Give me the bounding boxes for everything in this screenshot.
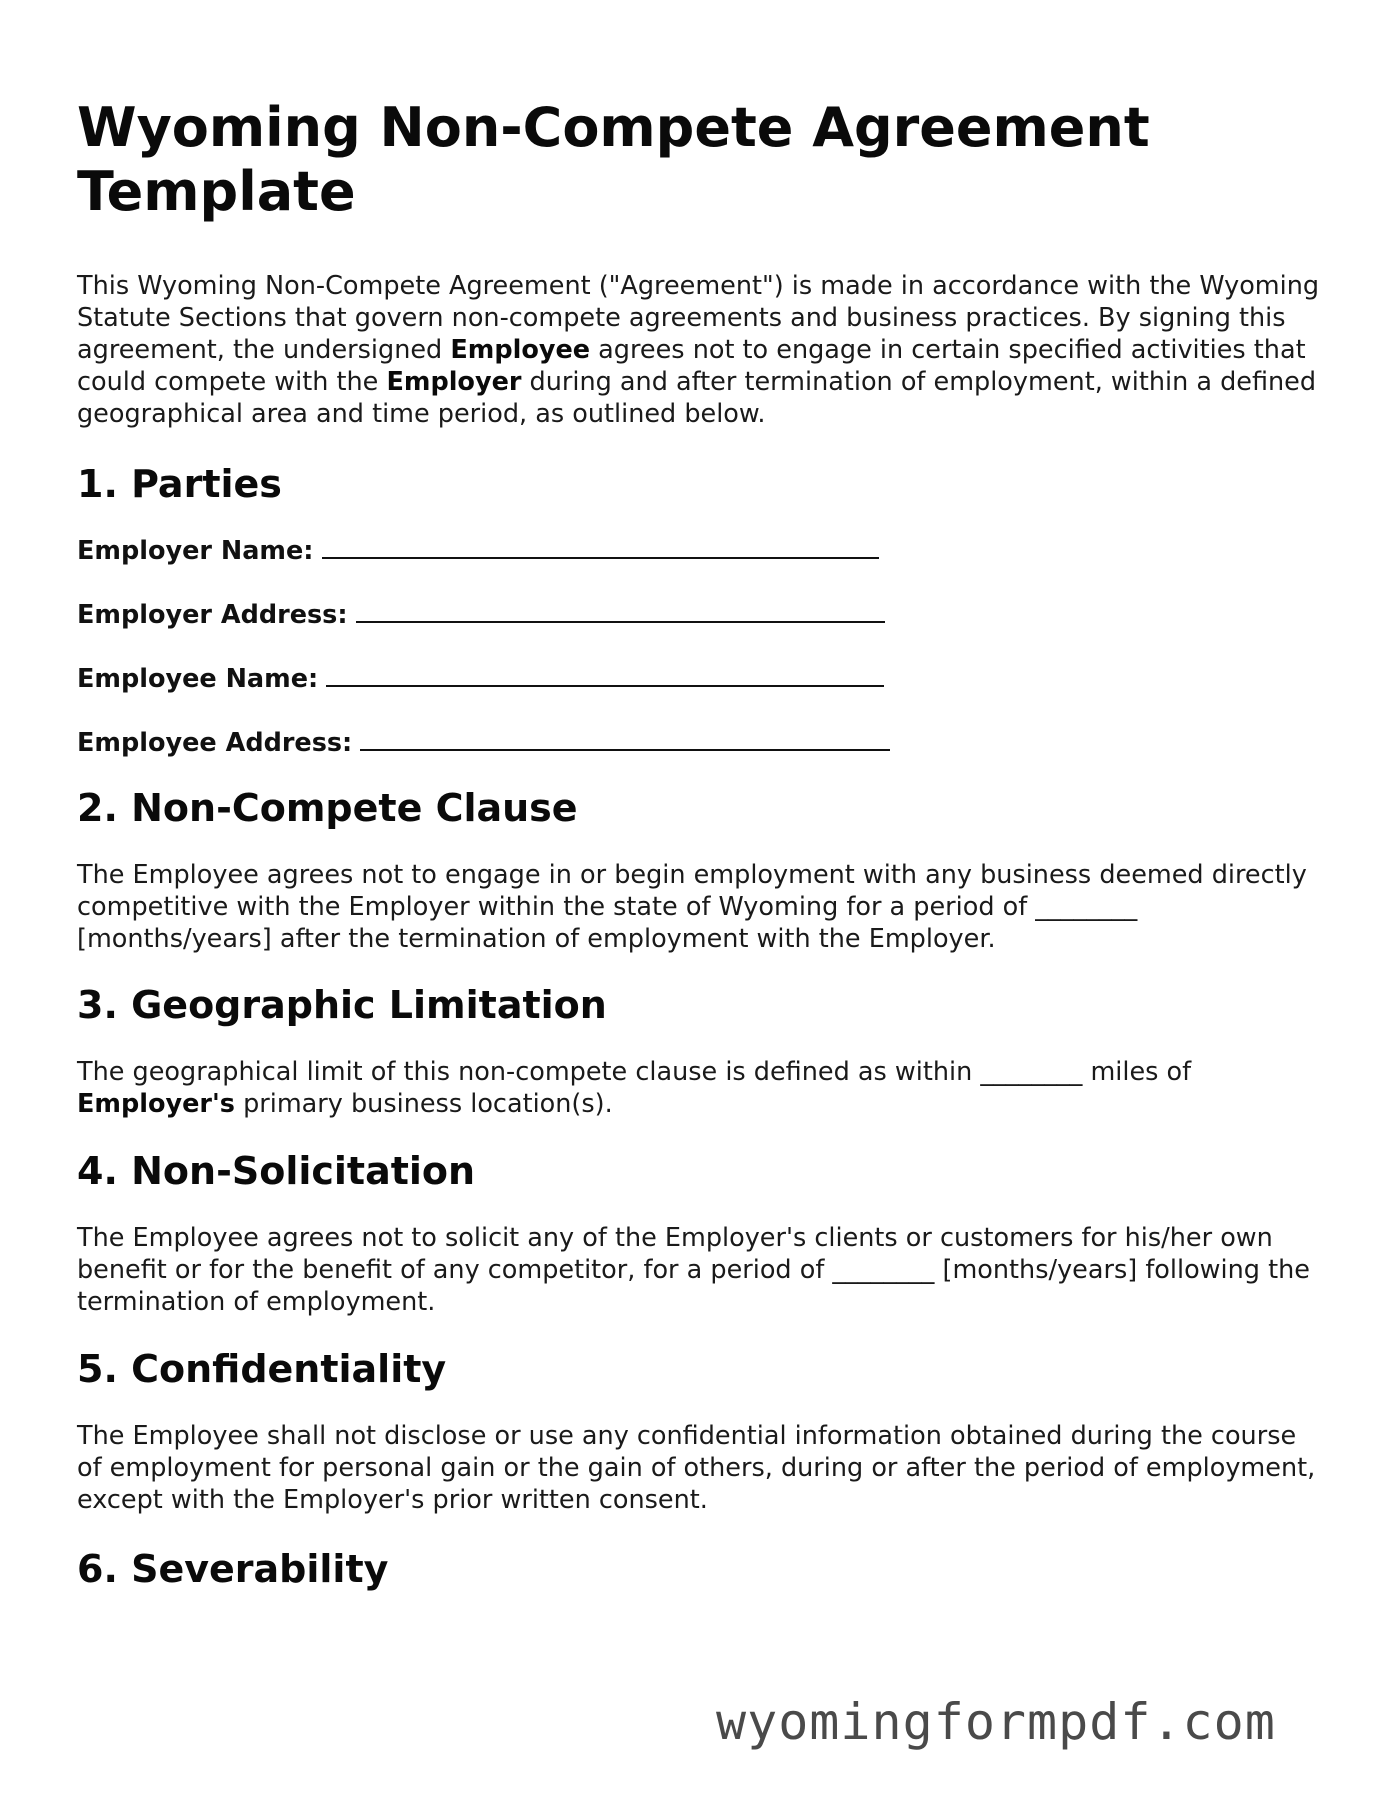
- section-heading-nonsolicitation: 4. Non-Solicitation: [77, 1149, 476, 1193]
- nonsolicitation-paragraph: The Employee agrees not to solicit any of the Employer's clients or customers for his/her own benefit or for the benefit of any competitor, for a period of ________ [months/years] following the termination of employment.: [77, 1223, 1310, 1317]
- noncompete-paragraph: The Employee agrees not to engage in or begin employment with any business deemed directly competitive with the Employer within the state of Wyoming for a period of ________ [months/years] after the termination of employment with the Employer.: [77, 860, 1307, 954]
- section-heading-geographic: 3. Geographic Limitation: [77, 983, 607, 1027]
- intro-bold-employer: Employer: [386, 367, 522, 397]
- section-heading-severability: 6. Severability: [77, 1547, 389, 1591]
- employer-address-label: Employer Address:: [77, 600, 348, 630]
- intro-text-1: This Wyoming Non-Compete Agreement ("Agreement") is made in accordance with the Wyoming Statute Sections that govern non-compete agreements and business practices. By signing this agreement, the undersigned: [77, 271, 1320, 365]
- geographic-text-2: primary business location(s).: [234, 1089, 613, 1119]
- employee-name-field[interactable]: [77, 659, 1327, 695]
- document-title: Wyoming Non-Compete Agreement Template: [77, 96, 1150, 223]
- employee-address-label: Employee Address:: [77, 728, 353, 758]
- employer-name-field[interactable]: [77, 531, 1327, 567]
- confidentiality-paragraph: The Employee shall not disclose or use any confidential information obtained during the course of employment for personal gain or the gain of others, during or after the period of employment, except with the Employer's prior written consent.: [77, 1421, 1316, 1515]
- section-heading-parties: 1. Parties: [77, 462, 282, 506]
- document-page: [77, 96, 1327, 1592]
- employer-name-blank[interactable]: [322, 531, 879, 559]
- employer-name-label: Employer Name:: [77, 536, 314, 566]
- geographic-bold-employer: Employer's: [77, 1089, 235, 1119]
- section-heading-confidentiality: 5. Confidentiality: [77, 1347, 447, 1391]
- employee-name-label: Employee Name:: [77, 664, 319, 694]
- site-watermark: wyomingformpdf.com: [716, 1693, 1276, 1751]
- intro-text-3: during and after termination of employment, within a defined geographical area and time period, as outlined below.: [77, 367, 1317, 429]
- employee-name-blank[interactable]: [326, 659, 884, 687]
- intro-bold-employee: Employee: [450, 335, 591, 365]
- employer-address-blank[interactable]: [356, 595, 885, 623]
- employee-address-field[interactable]: [77, 723, 1327, 759]
- intro-paragraph: [77, 270, 1327, 430]
- employee-address-blank[interactable]: [360, 723, 890, 751]
- geographic-paragraph: [77, 1056, 1327, 1120]
- section-heading-noncompete: 2. Non-Compete Clause: [77, 786, 578, 830]
- geographic-text-1: The geographical limit of this non-compete clause is defined as within ________ miles of: [77, 1057, 1192, 1087]
- employer-address-field[interactable]: [77, 595, 1327, 631]
- intro-text-2: agrees not to engage in certain specified activities that could compete with the: [77, 335, 1306, 397]
